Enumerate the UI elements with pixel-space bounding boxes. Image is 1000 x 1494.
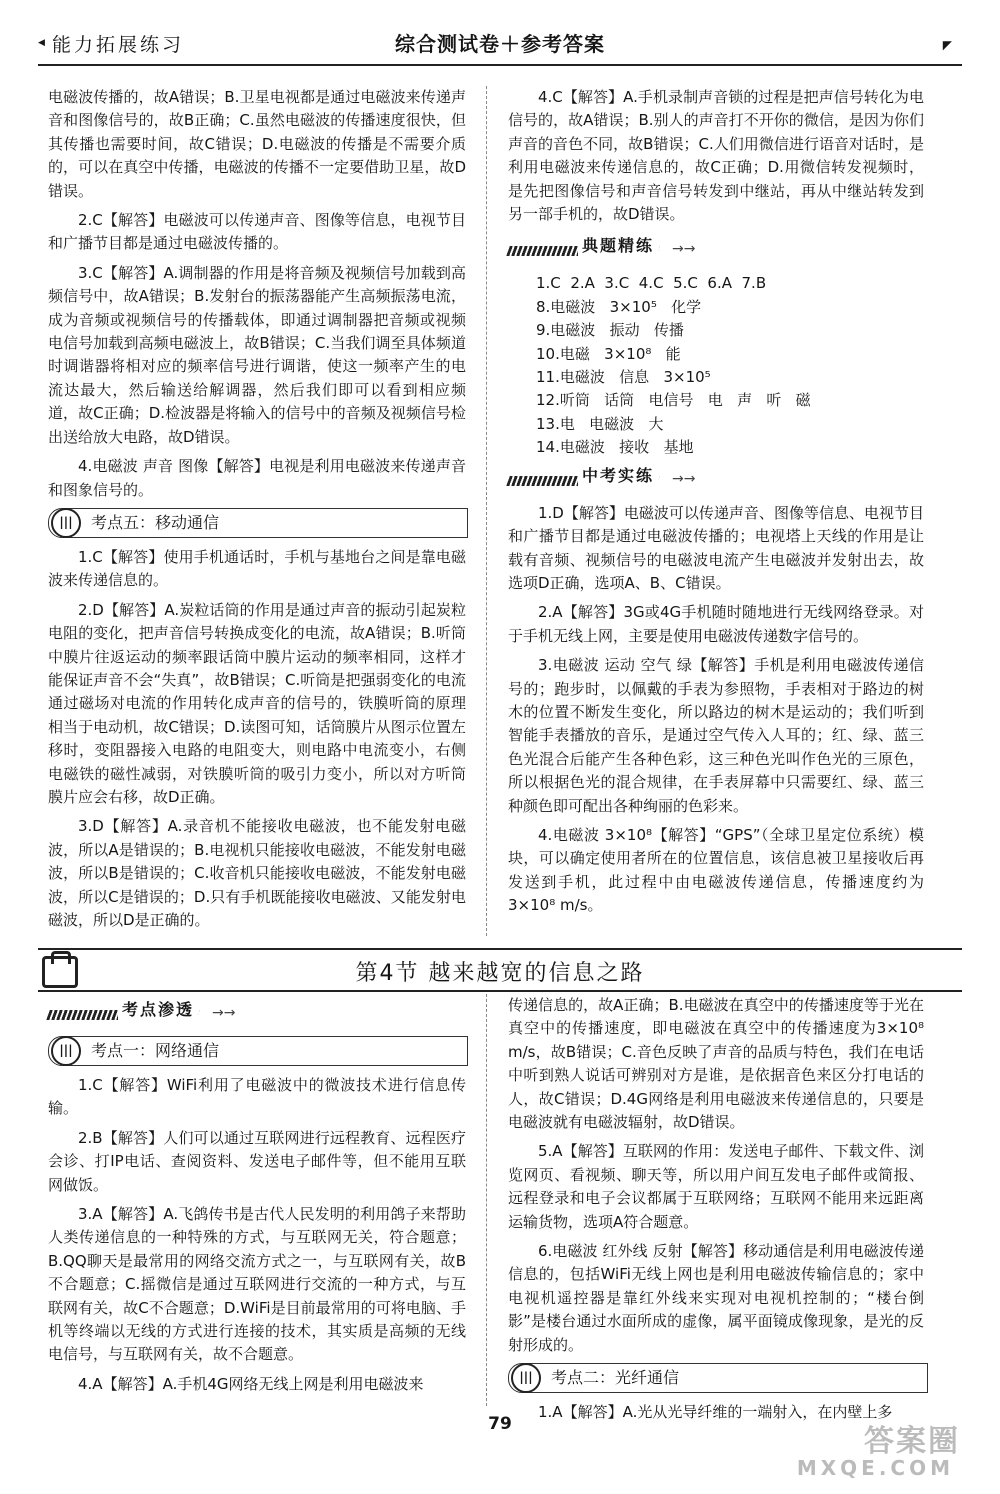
double-arrow-icon: →→ [672,241,696,258]
header-marker-icon: ◤ [942,38,952,52]
answer-paragraph: 5.A【解答】互联网的作用：发送电子邮件、下载文件、浏览网页、看视频、聊天等，所以用户间互发电子邮件或简报、远程登录和电子会议都属于互联网络；互联网不能用来远距离运输货物，选项A符合题意。 [508,1142,924,1231]
section-banner-zhongkao [508,462,924,496]
double-arrow-icon: →→ [212,1005,236,1021]
topic-icon: ||| [51,1036,81,1066]
answer-paragraph: 1.D【解答】电磁波可以传递声音、图像等信息、电视节目和广播节目都是通过电磁波传播的；电视塔上天线的作用是让载有音频、视频信号的电磁波电流产生电磁波并发射出去，故选项D正确，选项A、B、C错误。 [508,503,924,592]
section-banner-kaodian [48,996,466,1030]
answer-paragraph: 3.电磁波 运动 空气 绿【解答】手机是利用电磁波传递信号的；跑步时，以佩戴的手表为参照物，手表相对于路边的树木的位置不断发生变化，所以路边的树木是运动的；我们听到智能手表播放的音乐，是通过空气传入人耳的；红、绿、蓝三色光混合后能产生各种色彩，这三种色光叫作色光的三原色，所以根据色光的混合规律，在手表屏幕中只需要红、绿、蓝三种颜色即可配出各种绚丽的色彩来。 [508,656,924,815]
list-item: 10.电磁 3×10⁸ 能 [536,344,681,363]
page-header [38,26,962,62]
answer-paragraph: 4.电磁波 3×10⁸【解答】“GPS”（全球卫星定位系统）模块，可以确定使用者所在的位置信息，该信息被卫星接收后再发送到手机，此过程中由电磁波传递信息，传播速度约为3×10⁸ m/s。 [508,825,924,915]
banner-label: 考点渗透 [118,998,198,1021]
topic-heading-label: 考点二：光纤通信 [551,1368,680,1388]
watermark-url: MXQE.COM [796,1456,954,1480]
section-title: 第4节 越来越宽的信息之路 [348,961,653,986]
header-left-title: ◀ 能力拓展练习 [52,30,184,57]
list-item: 1.C 2.A 3.C 4.C 5.C 6.A 7.B [536,274,767,293]
answer-paragraph: 3.D【解答】A.录音机不能接收电磁波，也不能发射电磁波，所以A是错误的；B.电视机只能接收电磁波，不能发射电磁波，所以B是错误的；C.收音机只能接收电磁波，不能发射电磁波，所以C是错误的；D.只有手机既能接收电磁波、又能发射电磁波，所以D是正确的。 [48,817,466,929]
list-item: 13.电 电磁波 大 [536,414,664,433]
section-banner-dianti [508,232,924,266]
answer-paragraph: 3.A【解答】A.飞鸽传书是古代人民发明的利用鸽子来帮助人类传递信息的一种特殊的方式，与互联网无关，符合题意；B.QQ聊天是最常用的网络交流方式之一，与互联网有关，故B不合题意；C.摇微信是通过互联网进行交流的一种方式，与互联网有关，故C不合题意；D.WiFi是目前最常用的可将电脑、手机等终端以无线的方式进行连接的技术，其实质是高频的无线电信号，与互联网有关，故不合题意。 [48,1205,466,1364]
answer-paragraph: 2.A【解答】3G或4G手机随时随地进行无线网络登录。对于手机无线上网，主要是使用电磁波传递数字信号的。 [508,603,924,645]
page-number: 79 [488,1414,512,1434]
answer-paragraph: 2.C【解答】电磁波可以传递声音、图像等信息，电视节目和广播节目都是通过电磁波传播的。 [48,211,466,253]
list-item: 14.电磁波 接收 基地 [536,438,694,457]
answer-paragraph: 1.C【解答】WiFi利用了电磁波中的微波技术进行信息传输。 [48,1076,466,1118]
answer-paragraph: 4.A【解答】A.手机4G网络无线上网是利用电磁波来 [78,1374,424,1393]
banner-label: 典题精练 [578,234,658,257]
header-center-title: 综合测试卷＋参考答案 [395,32,605,56]
list-item: 8.电磁波 3×10⁵ 化学 [536,297,702,316]
answer-paragraph: 2.B【解答】人们可以通过互联网进行远程教育、远程医疗会诊、打IP电话、查阅资料、发送电子邮件等，但不能用互联网做饭。 [48,1128,466,1194]
upper-left-column [48,86,466,938]
answer-paragraph: 4.电磁波 声音 图像【解答】电视是利用电磁波来传递声音和图象信号的。 [48,457,466,499]
topic-icon: ||| [511,1363,541,1393]
lower-right-column [508,994,924,1431]
double-arrow-icon: →→ [672,470,696,487]
list-item: 11.电磁波 信息 3×10⁵ [536,368,711,387]
answer-paragraph: 1.C【解答】使用手机通话时，手机与基地台之间是靠电磁波来传递信息的。 [48,547,466,590]
answer-paragraph: 2.D【解答】A.炭粒话筒的作用是通过声音的振动引起炭粒电阻的变化，把声音信号转换成变化的电流，故A错误；B.听筒中膜片往返运动的频率跟话筒中膜片运动的频率相同，这样才能保证声音不会“失真”，故B错误；C.听筒是把强弱变化的电流通过磁场对电流的作用转化成声音的信号的，铁膜听筒的原理相当于电动机，故C错误；D.读图可知，话筒膜片从图示位置左移时，变阻器接入电路的电阻变大，则电路中电流变小，右侧电磁铁的磁性减弱，对铁膜听筒的吸引力变小，所以对方听筒膜片应会右移，故D正确。 [48,600,466,806]
answer-paragraph: 4.C【解答】A.手机录制声音锁的过程是把声信号转化为电信号的，故A错误；B.别人的声音打不开你的微信，是因为你们声音的音色不同，故B错误；C.人们用微信进行语音对话时，是利用电磁波来传递信息的，故C正确；D.用微信转发视频时，是先把图像信号和声音信号转发到中继站，再从中继站转发到另一部手机的，故D错误。 [508,88,924,224]
lower-left-column [48,994,466,1402]
topic-heading-label: 考点五：移动通信 [91,513,220,533]
watermark-logo: 答案圈 [864,1424,960,1459]
header-rule [38,64,962,66]
column-divider [486,994,487,1406]
list-item: 12.听筒 话筒 电信号 电 声 听 磁 [536,391,811,410]
section-heading [38,948,962,992]
topic-heading-2 [508,1363,928,1393]
answer-paragraph: 传递信息的，故A正确；B.电磁波在真空中的传播速度等于光在真空中的传播速度，即电磁波在真空中的传播速度为3×10⁸ m/s，故B错误；C.音色反映了声音的品质与特色，我们在电话中听到熟人说话可辨别对方是谁，是依据音色来区分打电话的人，故C错误；D.4G网络是利用电磁波来传递信息的，只要是电磁波就有电磁波辐射，故D错误。 [508,996,924,1132]
answer-paragraph: 1.A【解答】A.光从光导纤维的一端射入，在内壁上多 [538,1403,893,1422]
topic-heading-1 [48,1036,468,1066]
topic-icon: ||| [51,508,81,538]
banner-label: 中考实练 [578,464,658,487]
upper-right-column [508,86,924,924]
answer-paragraph: 6.电磁波 红外线 反射【解答】移动通信是利用电磁波传递信息的，包括WiFi无线上网也是利用电磁波传输信息的；家中电视机遥控器是靠红外线来实现对电视机控制的；“楼台倒影”是楼台通过水面所成的虚像，属平面镜成像现象，是光的反射形成的。 [508,1242,924,1354]
answer-paragraph: 电磁波传播的，故A错误；B.卫星电视都是通过电磁波来传递声音和图像信号的，故B正确；C.虽然电磁波的传播速度很快，但其传播也需要时间，故C错误；D.电磁波的传播是不需要介质的，可以在真空中传播，电磁波的传播不一定要借助卫星，故D错误。 [48,88,466,200]
answer-paragraph: 3.C【解答】A.调制器的作用是将音频及视频信号加载到高频信号中，故A错误；B.发射台的振荡器能产生高频振荡电流，成为音频或视频信号的传播载体，即通过调制器把音频或视频电信号加载到高频电磁波上，故B错误；C.当我们调至具体频道时调谐器将相对应的频率信号进行调谐，使这一频率产生的电流达最大，然后输送给解调器，然后我们即可以看到相应频道，故C正确；D.检波器是将输入的信号中的音频及视频信号检出送给放大电路，故D错误。 [48,263,466,446]
list-item: 9.电磁波 振动 传播 [536,321,684,340]
topic-heading-label: 考点一：网络通信 [91,1041,220,1061]
answer-list [536,272,924,459]
column-divider [486,86,487,936]
topic-heading-5 [48,508,468,538]
